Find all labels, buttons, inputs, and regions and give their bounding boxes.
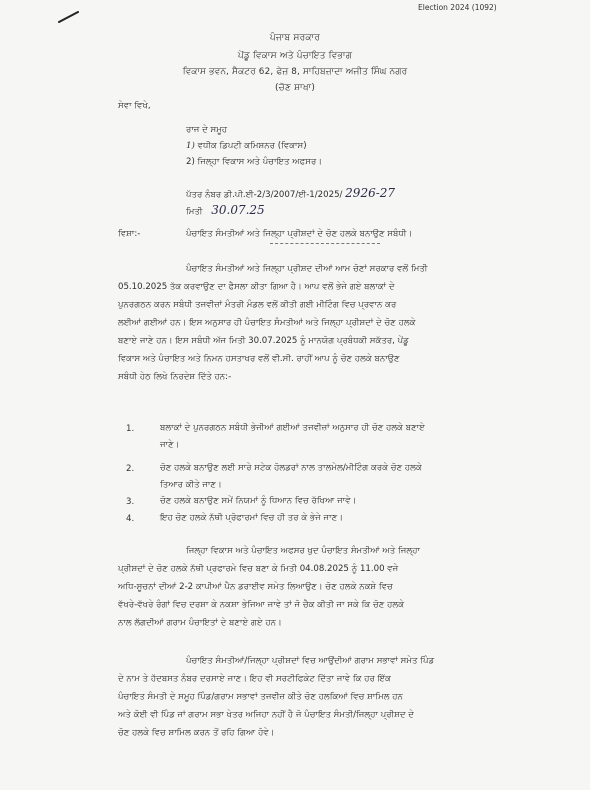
- para3-line: ਪੰਚਾਇਤ ਸੰਮਤੀਆਂ/ਜਿਲ੍ਹਾ ਪ੍ਰੀਸ਼ਦਾਂ ਵਿਚ ਆਉਂਦੀਆਂ ਗਰਾਮ ਸਭਾਵਾਂ ਸਮੇਤ ਪਿੰਡ: [186, 656, 435, 666]
- header-line-4: (ਚੋਣ ਸ਼ਾਖਾ): [274, 83, 316, 93]
- para2-line: ਜਿਲ੍ਹਾ ਵਿਕਾਸ ਅਤੇ ਪੰਚਾਇਤ ਅਫਸਰ ਖੁਦ ਪੰਚਾਇਤ ਸੰਮਤੀਆਂ ਅਤੇ ਜਿਲ੍ਹਾ: [186, 546, 420, 556]
- para2-line: ਅਧਿ-ਸੂਚਨਾਂ ਦੀਆਂ 2-2 ਕਾਪੀਆਂ ਪੈਨ ਡਰਾਈਵ ਸਮੇਤ ਲਿਆਉਣ। ਚੋਣ ਹਲਕੇ ਨਕਸ਼ੇ ਵਿਚ: [118, 582, 393, 592]
- memo-date-label: ਮਿਤੀ: [186, 207, 203, 217]
- recipient-line-2-text: ਵਧੀਕ ਡਿਪਟੀ ਕਮਿਸ਼ਨਰ (ਵਿਕਾਸ): [197, 141, 307, 151]
- para3-line: ਚੋਣ ਹਲਕੇ ਵਿਚ ਸ਼ਾਮਿਲ ਕਰਨ ਤੋਂ ਰਹਿ ਗਿਆ ਹੋਵੇ।: [118, 728, 275, 738]
- recipient-number-1: 1): [186, 141, 195, 151]
- header-line-1: ਪੰਜਾਬ ਸਰਕਾਰ: [269, 33, 321, 43]
- para1-line: ਬਣਾਏ ਜਾਣੇ ਹਨ। ਇਸ ਸਬੰਧੀ ਅੱਜ ਮਿਤੀ 30.07.2025 ਨੂੰ ਮਾਨਯੋਗ ਪ੍ਰਬੰਧਕੀ ਸਕੱਤਰ, ਪੇਂਡੂ: [118, 336, 409, 346]
- para2-line: ਨਾਲ ਲੱਗਦੀਆਂ ਗਰਾਮ ਪੰਚਾਇਤਾਂ ਦੇ ਬਣਾਏ ਗਏ ਹਨ।: [118, 618, 282, 628]
- para3-line: ਅਤੇ ਕੋਈ ਵੀ ਪਿੰਡ ਜਾਂ ਗਰਾਮ ਸਭਾ ਖੇਤਰ ਅਜਿਹਾ ਨਹੀਂ ਹੈ ਜੋ ਪੰਚਾਇਤ ਸੰਮਤੀ/ਜਿਲ੍ਹਾ ਪ੍ਰੀਸ਼ਦ ਦੇ: [118, 710, 414, 720]
- list-item-text: ਚੋਣ ਹਲਕੇ ਬਨਾਉਣ ਲਈ ਸਾਰੇ ਸਟੇਕ ਹੋਲਡਰਾਂ ਨਾਲ ਤਾਲਮੇਲ/ਮੀਟਿੰਗ ਕਰਕੇ ਚੋਣ ਹਲਕੇ: [160, 463, 422, 473]
- subject-text: ਪੰਚਾਇਤ ਸੰਮਤੀਆਂ ਅਤੇ ਜਿਲ੍ਹਾ ਪ੍ਰੀਸ਼ਦਾਂ ਦੇ ਚੋਣ ਹਲਕੇ ਬਨਾਉਣ ਸਬੰਧੀ।: [186, 229, 413, 239]
- para1-line: 05.10.2025 ਤੱਕ ਕਰਵਾਉਣ ਦਾ ਫੈਸਲਾ ਕੀਤਾ ਗਿਆ ਹੈ। ਆਪ ਵਲੋਂ ਭੇਜੇ ਗਏ ਬਲਾਕਾਂ ਦੇ: [118, 282, 395, 292]
- para1-line: ਪੁਨਰਗਠਨ ਕਰਨ ਸਬੰਧੀ ਤਜਵੀਜ਼ਾਂ ਮੰਤਰੀ ਮੰਡਲ ਵਲੋਂ ਕੀਤੀ ਗਈ ਮੀਟਿੰਗ ਵਿਚ ਪ੍ਰਵਾਨ ਕਰ: [118, 300, 397, 310]
- memo-label: ਪੱਤਰ ਨੰਬਰ ਡੀ.ਪੀ.ਈ-2/3/2007/ਈ-1/2025/: [186, 190, 343, 200]
- header-line-3: ਵਿਕਾਸ ਭਵਨ, ਸੈਕਟਰ 62, ਫੇਜ਼ 8, ਸਾਹਿਬਜ਼ਾਦਾ ਅਜੀਤ ਸਿੰਘ ਨਗਰ: [182, 67, 408, 77]
- list-item-text: ਚੋਣ ਹਲਕੇ ਬਨਾਉਣ ਸਮੇਂ ਨਿਯਮਾਂ ਨੂੰ ਧਿਆਨ ਵਿਚ ਰੱਖਿਆ ਜਾਵੇ।: [160, 496, 357, 506]
- recipient-line-1: ਰਾਜ ਦੇ ਸਮੂਹ: [186, 125, 228, 135]
- list-number: 3.: [126, 497, 135, 507]
- para1-line: ਸਬੰਧੀ ਹੇਠ ਲਿਖੇ ਨਿਰਦੇਸ਼ ਦਿੱਤੇ ਹਨ:-: [118, 372, 232, 382]
- para3-line: ਪੰਚਾਇਤ ਸੰਮਤੀ ਦੇ ਸਮੂਹ ਪਿੰਡ/ਗਰਾਮ ਸਭਾਵਾਂ ਤਜਵੀਜ਼ ਕੀਤੇ ਚੋਣ ਹਲਕਿਆਂ ਵਿਚ ਸ਼ਾਮਿਲ ਹਨ: [118, 692, 403, 702]
- salutation: ਸੇਵਾ ਵਿਖੇ,: [118, 101, 151, 111]
- memo-number-handwritten: 2926-27: [345, 186, 396, 200]
- list-number: 2.: [126, 464, 135, 474]
- memo-date-handwritten: 30.07.25: [211, 203, 265, 217]
- subject-label: ਵਿਸ਼ਾ:-: [118, 229, 141, 239]
- recipient-line-2: [186, 142, 307, 151]
- list-item-text: ਜਾਣੇ।: [160, 440, 180, 450]
- para1-line: ਪੰਚਾਇਤ ਸੰਮਤੀਆਂ ਅਤੇ ਜਿਲ੍ਹਾ ਪ੍ਰੀਸ਼ਦ ਦੀਆਂ ਆਮ ਚੋਣਾਂ ਸਰਕਾਰ ਵਲੋਂ ਮਿਤੀ: [186, 264, 428, 274]
- subject-underline: [270, 243, 380, 244]
- para2-line: ਵੱਖਰੇ-ਵੱਖਰੇ ਰੰਗਾਂ ਵਿਚ ਦਰਸ਼ਾ ਕੇ ਨਕਸ਼ਾ ਭੇਜਿਆ ਜਾਵੇ ਤਾਂ ਜੋ ਚੈਕ ਕੀਤੀ ਜਾ ਸਕੇ ਕਿ ਚੋਣ ਹਲਕੇ: [118, 600, 405, 610]
- memo-number-line: [186, 187, 395, 200]
- election-tag: Election 2024 (1092): [418, 3, 497, 12]
- list-number: 4.: [126, 514, 135, 524]
- recipient-line-3: 2) ਜਿਲ੍ਹਾ ਵਿਕਾਸ ਅਤੇ ਪੰਚਾਇਤ ਅਫਸਰ।: [186, 157, 323, 167]
- header-line-2: ਪੇਂਡੂ ਵਿਕਾਸ ਅਤੇ ਪੰਚਾਇਤ ਵਿਭਾਗ: [237, 51, 353, 61]
- para1-line: ਲਈਆਂ ਗਈਆਂ ਹਨ। ਇਸ ਅਨੁਸਾਰ ਹੀ ਪੰਚਾਇਤ ਸੰਮਤੀਆਂ ਅਤੇ ਜਿਲ੍ਹਾ ਪ੍ਰੀਸ਼ਦਾਂ ਦੇ ਚੋਣ ਹਲਕੇ: [118, 318, 416, 328]
- list-number: 1.: [126, 424, 135, 434]
- para2-line: ਪ੍ਰੀਸ਼ਦਾਂ ਦੇ ਚੋਣ ਹਲਕੇ ਨੱਥੀ ਪ੍ਰਫਾਰਮੇ ਵਿਚ ਬਣਾ ਕੇ ਮਿਤੀ 04.08.2025 ਨੂੰ 11.00 ਵਜੇ: [118, 564, 399, 574]
- list-item-text: ਤਿਆਰ ਕੀਤੇ ਜਾਣ।: [160, 480, 222, 490]
- list-item-text: ਇਹ ਚੋਣ ਹਲਕੇ ਨੱਥੀ ਪ੍ਰੋਫਾਰਮਾਂ ਵਿਚ ਹੀ ਤਰ ਕੇ ਭੇਜੇ ਜਾਣ।: [160, 513, 343, 523]
- para1-line: ਵਿਕਾਸ ਅਤੇ ਪੰਚਾਇਤ ਅਤੇ ਨਿਮਨ ਹਸਤਾਖਰ ਵਲੋਂ ਵੀ.ਸੀ. ਰਾਹੀਂ ਆਪ ਨੂੰ ਚੋਣ ਹਲਕੇ ਬਨਾਉਣ: [118, 354, 400, 364]
- list-item-text: ਬਲਾਕਾਂ ਦੇ ਪੁਨਰਗਠਨ ਸਬੰਧੀ ਭੇਜੀਆਂ ਗਈਆਂ ਤਜਵੀਜ਼ਾਂ ਅਨੁਸਾਰ ਹੀ ਚੋਣ ਹਲਕੇ ਬਣਾਏ: [160, 423, 425, 433]
- memo-date-line: [186, 204, 265, 217]
- pen-stroke-mark: [58, 10, 80, 24]
- para3-line: ਦੇ ਨਾਮ ਤੇ ਹੱਦਬਸਤ ਨੰਬਰ ਦਰਸਾਏ ਜਾਣ। ਇਹ ਵੀ ਸਰਟੀਫਿਕੇਟ ਦਿੱਤਾ ਜਾਵੇ ਕਿ ਹਰ ਇੱਕ: [118, 674, 391, 684]
